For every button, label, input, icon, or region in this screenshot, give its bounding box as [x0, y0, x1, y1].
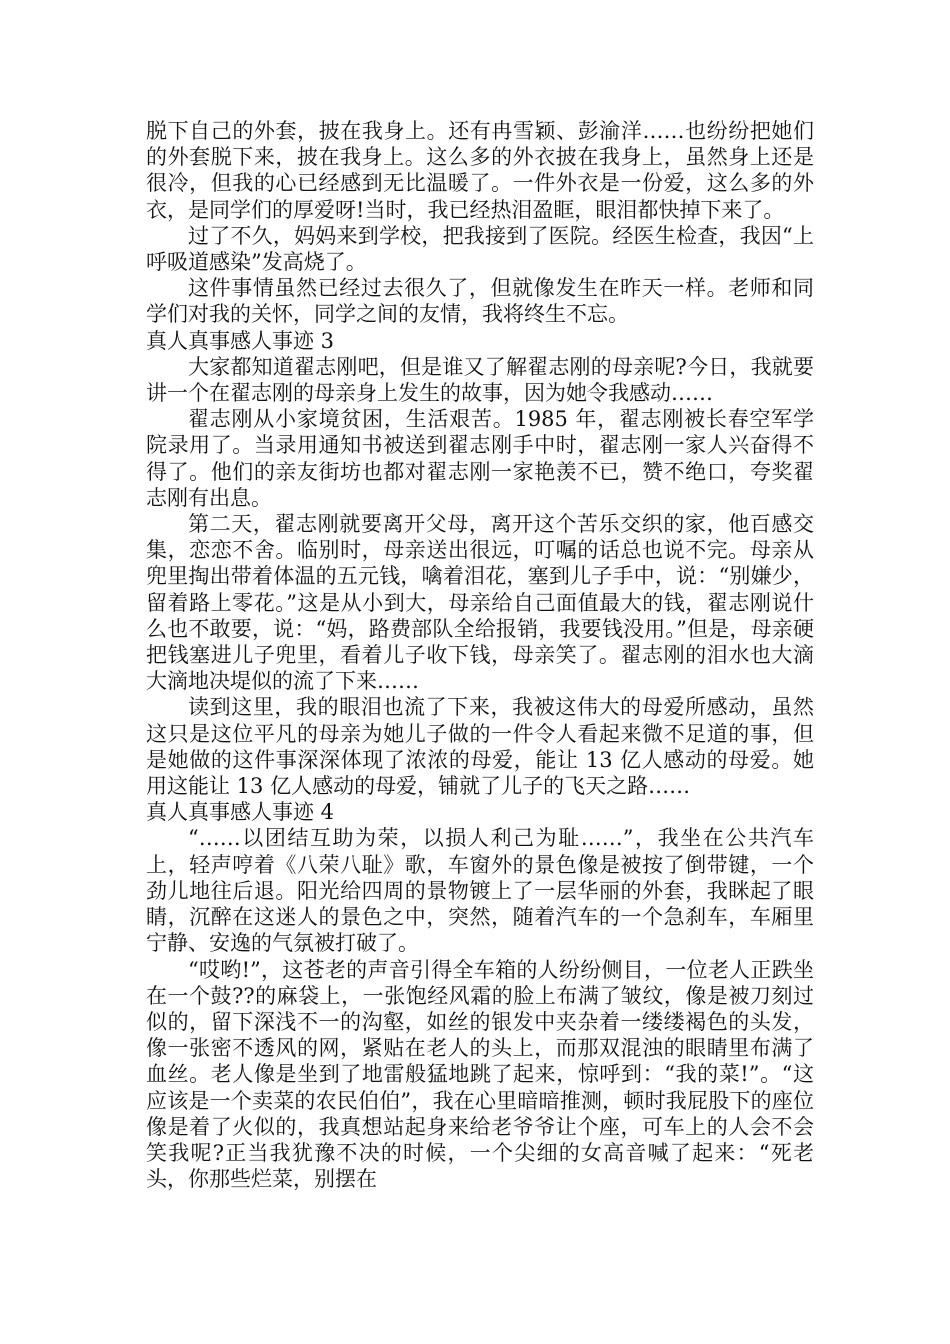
paragraph-memory: 这件事情虽然已经过去很久了，但就像发生在昨天一样。老师和同学们对我的关怀，同学之间的友情，我将终生不忘。 — [146, 276, 814, 327]
document-page — [146, 118, 814, 1192]
paragraph-bus-ride: “……以团结互助为荣，以损人利己为耻……”，我坐在公共汽车上，轻声哼着《八荣八耻》歌，车窗外的景色像是被按了倒带键，一个劲儿地往后退。阳光给四周的景物镀上了一层华丽的外套，我眯起了眼睛，沉醉在这迷人的景色之中，突然，随着汽车的一个急刹车，车厢里宁静、安逸的气氛被打破了。 — [146, 826, 814, 956]
paragraph-childhood: 翟志刚从小家境贫困，生活艰苦。1985 年，翟志刚被长春空军学院录用了。当录用通知书被送到翟志刚手中时，翟志刚一家人兴奋得不得了。他们的亲友街坊也都对翟志刚一家艳羡不已，赞不绝口，夸奖翟志刚有出息。 — [146, 407, 814, 510]
paragraph-continuation: 脱下自己的外套，披在我身上。还有冉雪颖、彭渝洋……也纷纷把她们的外套脱下来，披在我身上。这么多的外衣披在我身上，虽然身上还是很冷，但我的心已经感到无比温暖了。一件外衣是一份爱，这么多的外衣，是同学们的厚爱呀!当时，我已经热泪盈眶，眼泪都快掉下来了。 — [146, 119, 814, 222]
section-heading-3: 真人真事感人事迹 3 — [146, 328, 335, 353]
paragraph-old-man: “哎哟!”，这苍老的声音引得全车箱的人纷纷侧目，一位老人正跌坐在一个鼓??的麻袋上，一张饱经风霜的脸上布满了皱纹，像是被刀刻过似的，留下深浅不一的沟壑，如丝的银发中夹杂着一缕缕褐色的头发，像一张密不透风的网，紧贴在老人的头上，而那双混浊的眼睛里布满了血丝。老人像是坐到了地雷般猛地跳了起来，惊呼到：“我的菜!”。“这应该是一个卖菜的农民伯伯”，我在心里暗暗推测，顿时我屁股下的座位像是着了火似的，我真想站起身来给老爷爷让个座，可车上的人会不会笑我呢?正当我犹豫不决的时候，一个尖细的女高音喊了起来：“死老头，你那些烂菜，别摆在 — [146, 957, 814, 1192]
paragraph-reflection: 读到这里，我的眼泪也流了下来，我被这伟大的母爱所感动，虽然这只是这位平凡的母亲为她儿子做的一件令人看起来微不足道的事，但是她做的这件事深深体现了浓浓的母爱，能让 13 亿人感动的母爱。她用这能让 13 亿人感动的母爱，铺就了儿子的飞天之路…… — [146, 695, 814, 799]
paragraph-intro-mother: 大家都知道翟志刚吧，但是谁又了解翟志刚的母亲呢?今日，我就要讲一个在翟志刚的母亲身上发生的故事，因为她令我感动…… — [146, 354, 814, 406]
paragraph-farewell: 第二天，翟志刚就要离开父母，离开这个苦乐交织的家，他百感交集，恋恋不舍。临别时，母亲送出很远，叮嘱的话总也说不完。母亲从兜里掏出带着体温的五元钱，噙着泪花，塞到儿子手中，说：“别嫌少，留着路上零花。”这是从小到大，母亲给自己面值最大的钱，翟志刚说什么也不敢要，说：“妈，路费部队全给报销，我要钱没用。”但是，母亲硬把钱塞进儿子兜里，看着儿子收下钱，母亲笑了。翟志刚的泪水也大滴大滴地决堤似的流了下来…… — [146, 512, 814, 694]
paragraph-hospital: 过了不久，妈妈来到学校，把我接到了医院。经医生检查，我因“上呼吸道感染”发高烧了。 — [146, 223, 814, 275]
section-heading-4: 真人真事感人事迹 4 — [146, 800, 335, 825]
